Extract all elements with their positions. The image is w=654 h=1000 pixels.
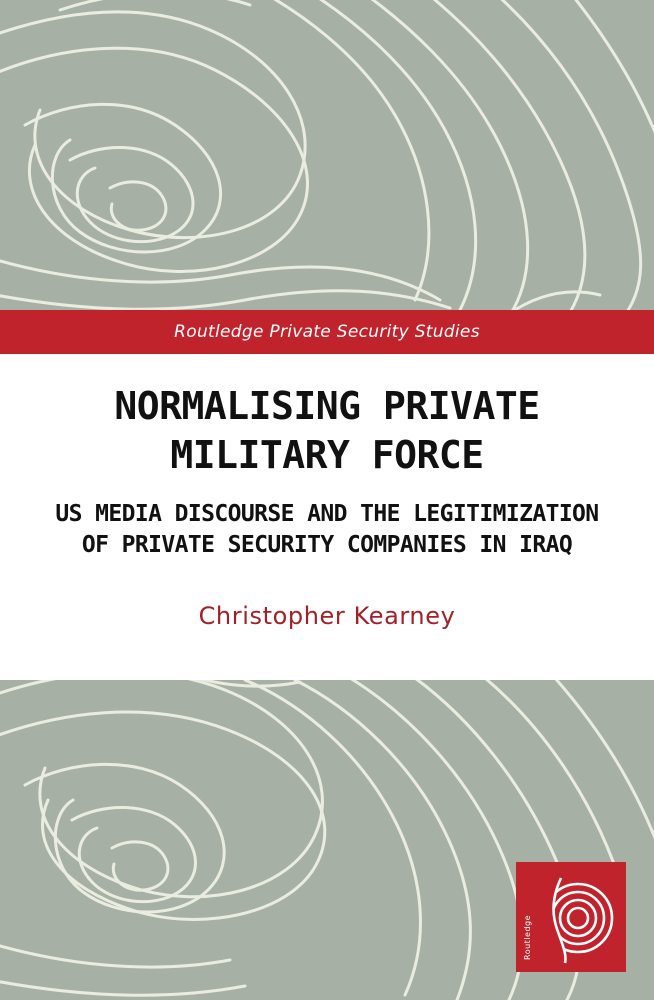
book-subtitle — [37, 499, 617, 560]
routledge-logo-icon — [516, 862, 626, 972]
series-title: Routledge Private Security Studies — [174, 322, 480, 342]
page-title — [42, 382, 612, 479]
title-line-2: MILITARY FORCE — [170, 432, 484, 477]
title-panel — [0, 354, 654, 680]
author-name: Christopher Kearney — [198, 602, 456, 631]
svg-text:Routledge: Routledge — [523, 914, 532, 960]
subtitle-line-1: US MEDIA DISCOURSE AND THE LEGITIMIZATION — [55, 501, 599, 528]
series-band — [0, 310, 654, 354]
title-line-1: NORMALISING PRIVATE — [114, 384, 540, 428]
routledge-logo — [516, 862, 626, 972]
subtitle-line-2: OF PRIVATE SECURITY COMPANIES IN IRAQ — [81, 531, 573, 558]
